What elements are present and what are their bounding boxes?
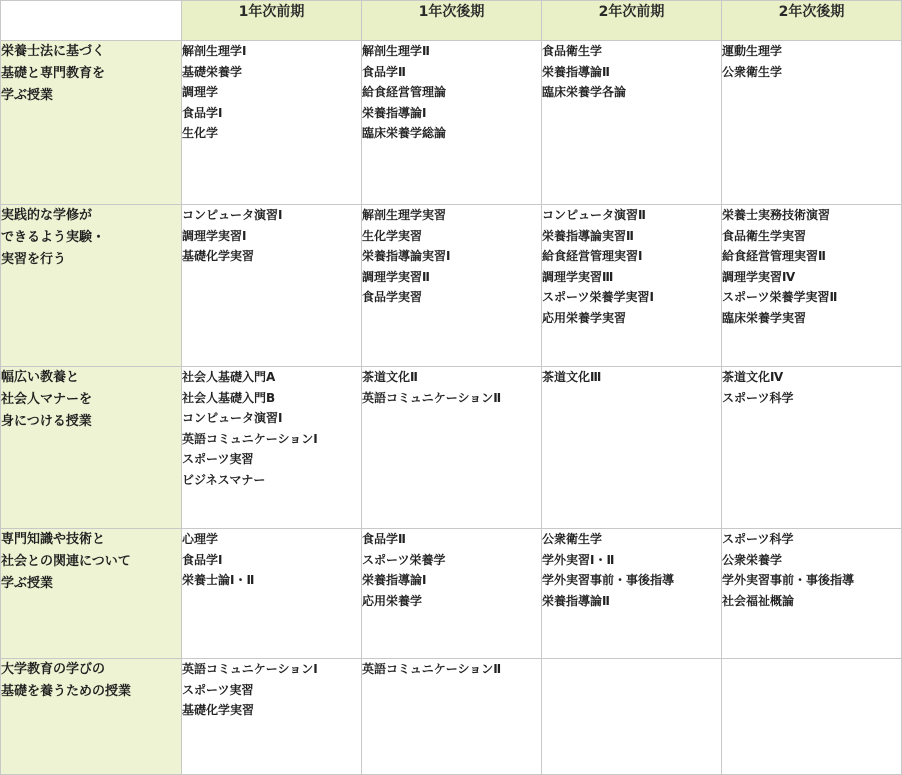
course-cell	[362, 659, 542, 775]
course-item: 学外実習Ⅰ・Ⅱ	[542, 552, 615, 567]
course-item: 茶道文化Ⅲ	[542, 370, 602, 384]
course-item: 学外実習事前・事後指導	[542, 573, 675, 588]
course-item: 臨床栄養学各論	[542, 85, 627, 100]
column-header-1: 1年次前期	[182, 1, 362, 41]
course-cell	[362, 205, 542, 367]
curriculum-row	[1, 41, 902, 205]
course-item: 栄養士実務技術演習	[722, 208, 831, 222]
column-header-4: 2年次後期	[722, 1, 902, 41]
course-item: 調理学実習Ⅲ	[542, 269, 614, 284]
row-category-label	[1, 205, 182, 367]
course-cell	[182, 205, 362, 367]
course-cell	[182, 529, 362, 659]
curriculum-row	[1, 205, 902, 367]
course-cell	[722, 205, 902, 367]
course-item: 食品学実習	[362, 290, 423, 305]
course-item: 応用栄養学	[362, 593, 423, 608]
course-item: スポーツ科学	[722, 390, 794, 405]
course-item: 食品衛生学実習	[722, 228, 807, 243]
corner-cell	[1, 1, 182, 41]
course-item: 食品学Ⅰ	[182, 105, 223, 120]
course-item: スポーツ実習	[182, 452, 254, 467]
row-label-line: 大学教育の学びの	[1, 662, 106, 677]
course-cell	[722, 367, 902, 529]
course-item: 食品衛生学	[542, 44, 603, 58]
course-item: 調理学実習Ⅳ	[722, 269, 796, 284]
row-label-line: 専門知識や技術と	[1, 532, 106, 547]
course-item: スポーツ実習	[182, 682, 254, 697]
course-item: 調理学実習Ⅰ	[182, 228, 247, 243]
course-item: 給食経営管理実習Ⅰ	[542, 249, 643, 264]
course-item: 基礎化学実習	[182, 249, 255, 264]
course-item: 給食経営管理実習Ⅱ	[722, 249, 826, 264]
row-label-line: 社会との関連について	[1, 554, 131, 569]
curriculum-row	[1, 367, 902, 529]
curriculum-row	[1, 659, 902, 775]
course-cell	[182, 41, 362, 205]
course-cell	[722, 41, 902, 205]
row-category-label	[1, 529, 182, 659]
course-item: 英語コミュニケーションⅡ	[362, 390, 502, 405]
course-item: 臨床栄養学実習	[722, 310, 807, 325]
course-item: 基礎栄養学	[182, 64, 243, 79]
course-item: 臨床栄養学総論	[362, 126, 447, 141]
course-item: 社会人基礎入門B	[182, 390, 276, 405]
course-cell	[182, 659, 362, 775]
course-item: 生化学実習	[362, 228, 423, 243]
course-item: コンピュータ演習Ⅰ	[182, 208, 283, 222]
row-label-line: 基礎を養うための授業	[1, 684, 132, 699]
course-cell	[542, 529, 722, 659]
row-category-label	[1, 41, 182, 205]
course-item: スポーツ栄養学実習Ⅰ	[542, 290, 654, 305]
course-item: 調理学実習Ⅱ	[362, 269, 430, 284]
course-item: 公衆栄養学	[722, 552, 783, 567]
course-item: 学外実習事前・事後指導	[722, 573, 855, 588]
row-label-line: 栄養士法に基づく	[1, 44, 106, 59]
course-item: 応用栄養学実習	[542, 310, 627, 325]
course-item: ビジネスマナー	[182, 472, 266, 487]
curriculum-row	[1, 529, 902, 659]
course-item: 解剖生理学実習	[362, 208, 447, 222]
course-item: スポーツ科学	[722, 532, 794, 546]
row-label-line: 基礎と専門教育を	[1, 66, 106, 81]
course-item: 基礎化学実習	[182, 703, 255, 718]
course-item: 食品学Ⅰ	[182, 552, 223, 567]
course-item: 運動生理学	[722, 44, 783, 58]
course-item: 心理学	[182, 532, 219, 546]
course-cell	[542, 367, 722, 529]
course-cell	[362, 367, 542, 529]
course-item: 社会福祉概論	[722, 593, 795, 608]
column-header-3: 2年次前期	[542, 1, 722, 41]
column-header-2: 1年次後期	[362, 1, 542, 41]
course-item: 栄養指導論実習Ⅰ	[362, 249, 451, 264]
course-item: 社会人基礎入門A	[182, 370, 276, 384]
course-item: コンピュータ演習Ⅱ	[542, 208, 646, 222]
row-label-line: 社会人マナーを	[1, 392, 93, 407]
course-item: スポーツ栄養学実習Ⅱ	[722, 290, 838, 305]
course-item: 解剖生理学Ⅰ	[182, 44, 247, 58]
row-category-label	[1, 659, 182, 775]
course-item: スポーツ栄養学	[362, 552, 446, 567]
course-item: 英語コミュニケーションⅠ	[182, 662, 318, 676]
course-item: 公衆衛生学	[542, 532, 603, 546]
course-item: 食品学Ⅱ	[362, 532, 406, 546]
course-item: 栄養士論Ⅰ・Ⅱ	[182, 573, 255, 588]
course-cell	[722, 529, 902, 659]
row-label-line: 学ぶ授業	[1, 88, 54, 103]
row-label-line: 幅広い教養と	[1, 370, 80, 385]
row-label-line: できるよう実験・	[1, 230, 106, 245]
course-item: 調理学	[182, 85, 219, 100]
course-item: 茶道文化Ⅳ	[722, 370, 784, 384]
course-item: 公衆衛生学	[722, 64, 783, 79]
course-item: 茶道文化Ⅱ	[362, 370, 418, 384]
header-row	[1, 1, 902, 41]
course-item: 栄養指導論Ⅰ	[362, 573, 427, 588]
course-cell	[542, 659, 722, 775]
row-label-line: 実践的な学修が	[1, 208, 93, 223]
course-item: 英語コミュニケーションⅠ	[182, 431, 318, 446]
course-item: 給食経営管理論	[362, 85, 447, 100]
row-category-label	[1, 367, 182, 529]
course-item: 食品学Ⅱ	[362, 64, 406, 79]
row-label-line: 実習を行う	[1, 252, 67, 267]
course-cell	[722, 659, 902, 775]
course-cell	[182, 367, 362, 529]
course-cell	[542, 205, 722, 367]
course-item: 英語コミュニケーションⅡ	[362, 662, 502, 676]
course-item: 栄養指導論実習Ⅱ	[542, 228, 634, 243]
course-item: 栄養指導論Ⅱ	[542, 64, 610, 79]
course-cell	[362, 529, 542, 659]
course-cell	[542, 41, 722, 205]
row-label-line: 学ぶ授業	[1, 576, 54, 591]
course-cell	[362, 41, 542, 205]
course-item: 栄養指導論Ⅰ	[362, 105, 427, 120]
row-label-line: 身につける授業	[1, 414, 92, 429]
course-item: 解剖生理学Ⅱ	[362, 44, 430, 58]
course-item: 生化学	[182, 126, 219, 141]
course-item: 栄養指導論Ⅱ	[542, 593, 610, 608]
course-item: コンピュータ演習Ⅰ	[182, 411, 283, 426]
